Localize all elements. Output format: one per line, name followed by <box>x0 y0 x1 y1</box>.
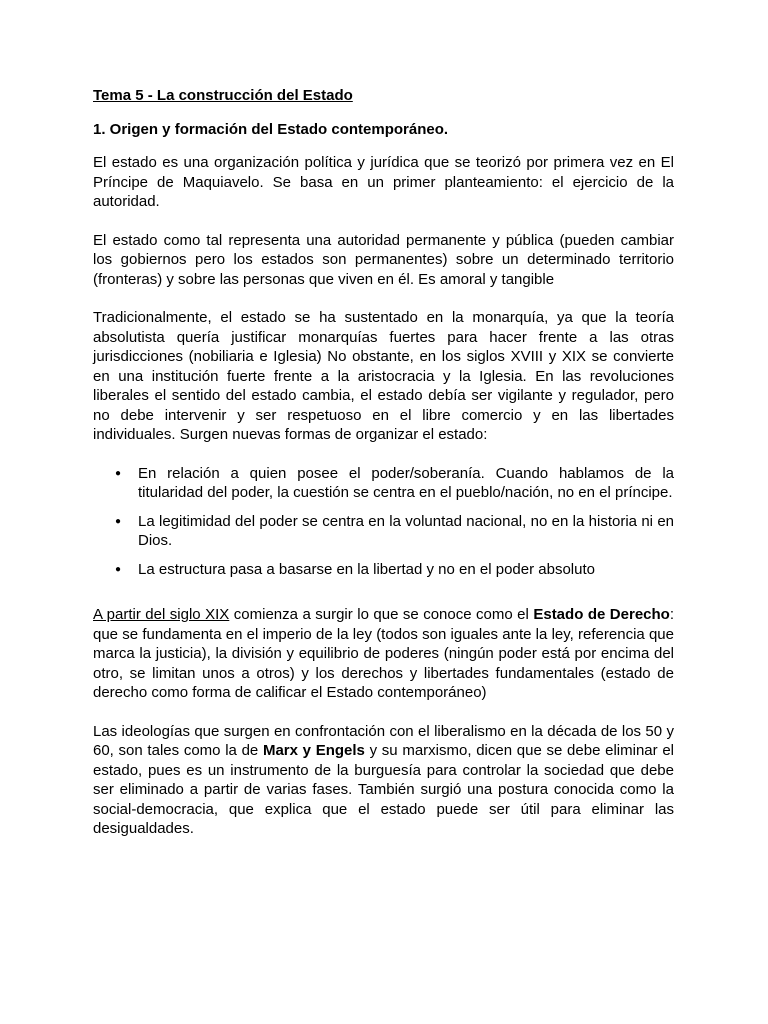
section-heading: 1. Origen y formación del Estado contemporáneo. <box>93 120 449 138</box>
document-page <box>93 86 674 858</box>
paragraph-4 <box>93 605 674 703</box>
bullet-item: ● En relación a quien posee el poder/soberanía. Cuando hablamos de la titularidad del poder, la cuestión se centra en el pueblo/nación, no en el príncipe. <box>138 464 674 503</box>
bullet-item: ● La legitimidad del poder se centra en la voluntad nacional, no en la historia ni en Dios. <box>138 512 674 551</box>
paragraph-5-text-a: Las ideologías que surgen en confrontación con el liberalismo en la década de los 50 y 60, son tales como la de <box>93 722 674 759</box>
paragraph-2: El estado como tal representa una autoridad permanente y pública (pueden cambiar los gobiernos pero los estados son permanentes) sobre un determinado territorio (fronteras) y sobre las personas que viven en él. Es amoral y tangible <box>93 231 674 288</box>
paragraph-1: El estado es una organización política y jurídica que se teorizó por primera vez en El Príncipe de Maquiavelo. Se basa en un primer planteamiento: el ejercicio de la autoridad. <box>93 154 674 210</box>
paragraph-5-text-b: y su marxismo, dicen que se debe eliminar el estado, pues es un instrumento de la burguesía para controlar la sociedad que debe ser eliminado a partir de varias fases. También surgió una postura conocida como la social-democracia, que explica que el estado puede ser útil para eliminar las desigualdades. <box>93 742 674 837</box>
bold-term: Estado de Derecho <box>533 606 670 623</box>
bullet-list <box>93 464 674 580</box>
paragraph-3: Tradicionalmente, el estado se ha sustentado en la monarquía, ya que la teoría absolutista quería justificar monarquías fuertes para hacer frente a las otras jurisdicciones (nobiliaria e Iglesia) No obstante, en los siglos XVIII y XIX se convierte en una institución fuerte frente a la aristocracia y la Iglesia. En las revoluciones liberales el sentido del estado cambia, el estado debía ser vigilante y regulador, pero no debe intervenir y ser respetuoso en el libre comercio y en las libertades individuales. Surgen nuevas formas de organizar el estado: <box>93 309 674 443</box>
bullet-item: ● La estructura pasa a basarse en la libertad y no en el poder absoluto <box>138 560 674 580</box>
document-title: Tema 5 - La construcción del Estado <box>93 87 353 104</box>
bold-names: Marx y Engels <box>262 742 365 759</box>
paragraph-4-text-b: : que se fundamenta en el imperio de la ley (todos son iguales ante la ley, referencia que marca la justicia), la división y equilibrio de poderes (ningún poder está por encima del otro, se limitan unos a otros) y los derechos y libertades fundamentales (estado de derecho como forma de calificar el Estado contemporáneo) <box>93 606 674 701</box>
paragraph-5 <box>93 722 674 839</box>
underlined-phrase: A partir del siglo XIX <box>93 606 230 623</box>
paragraph-4-text-a: comienza a surgir lo que se conoce como el <box>229 606 534 623</box>
